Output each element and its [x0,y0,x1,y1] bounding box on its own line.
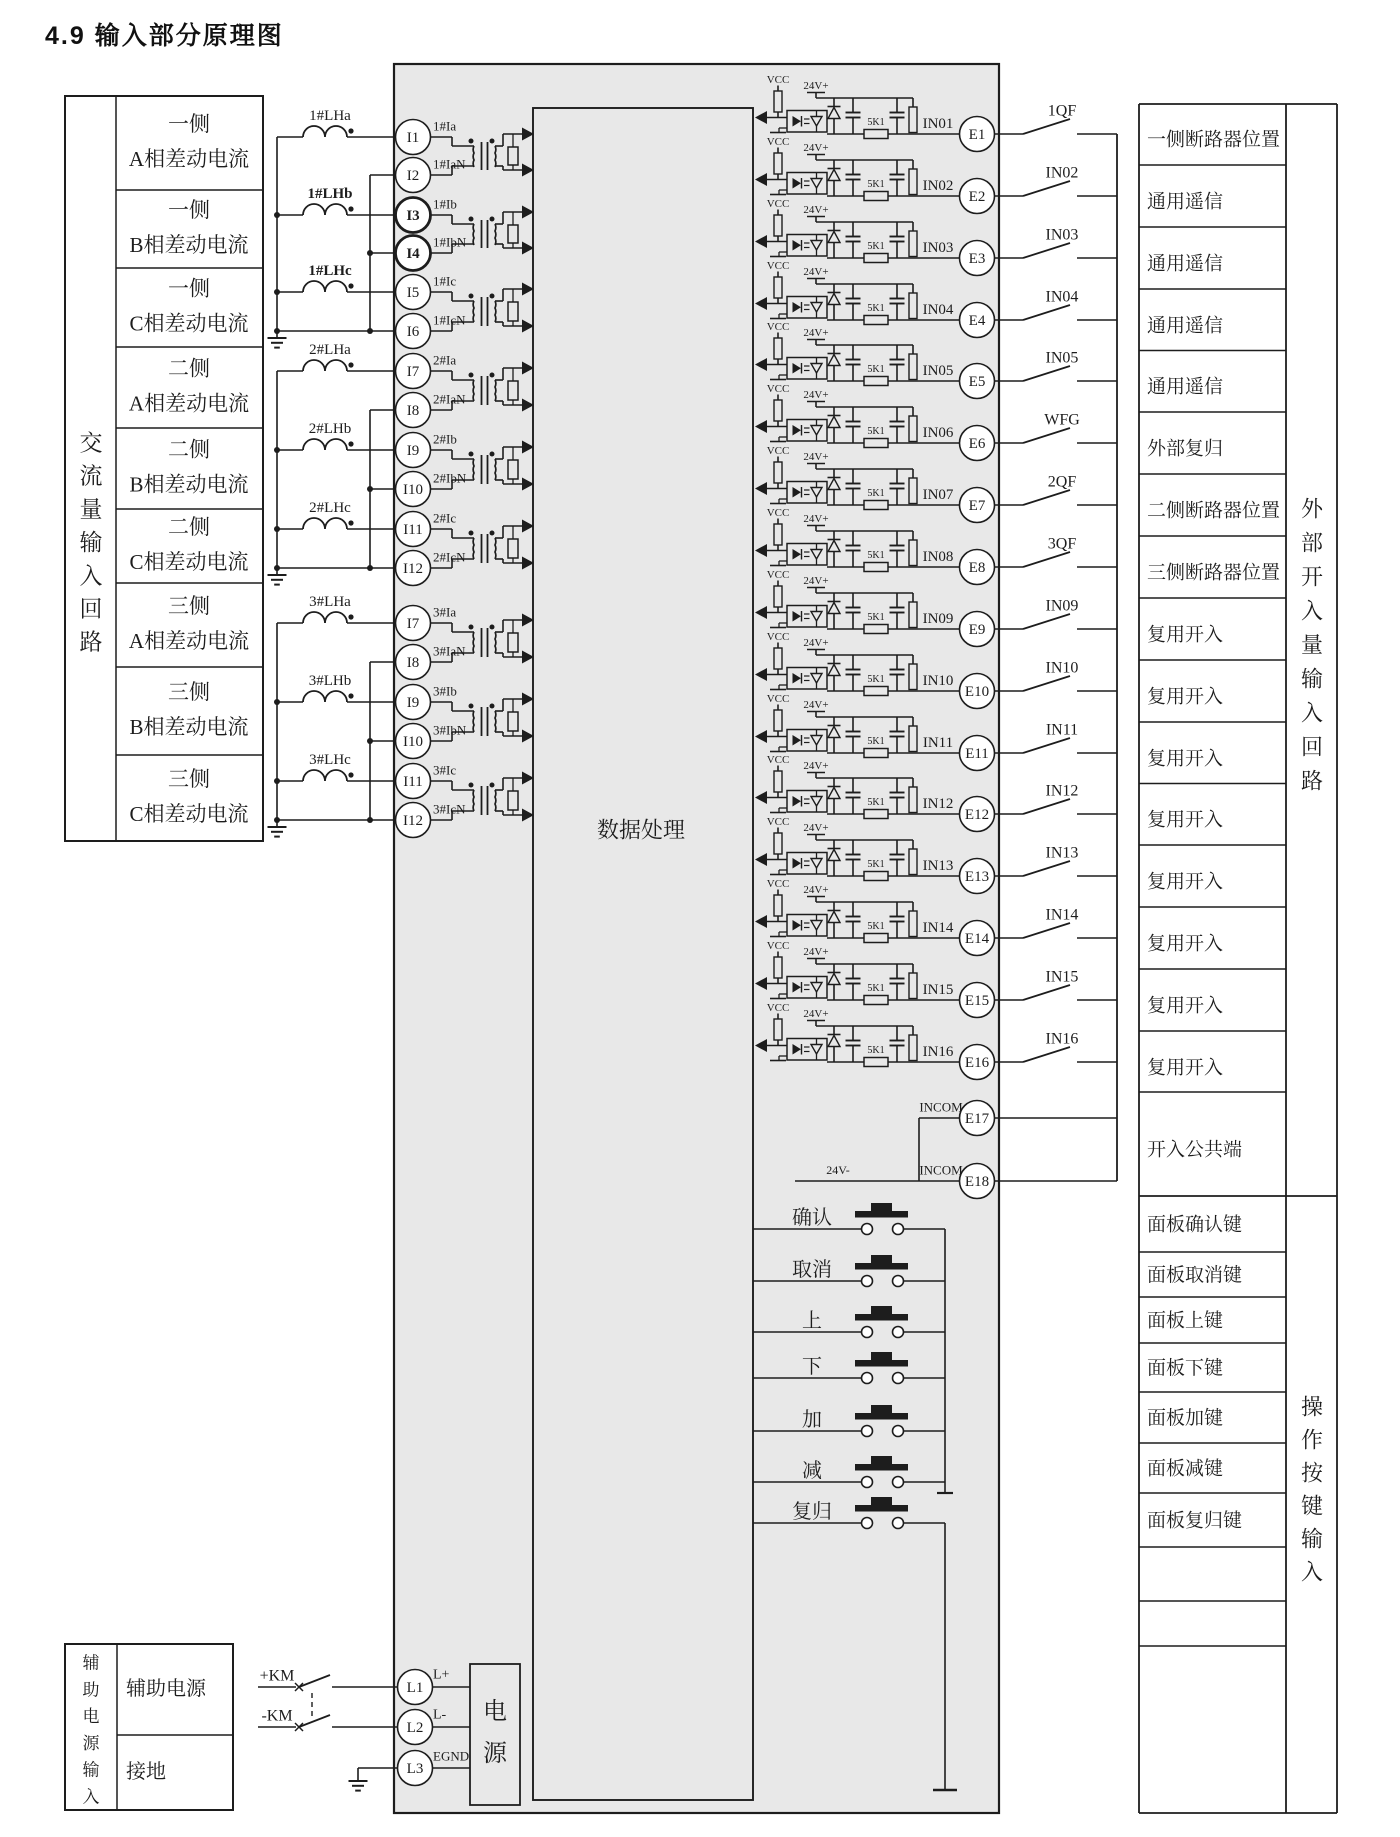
ac-row-1 [129,112,249,171]
ac-row-2 [129,198,248,257]
power-box-label: 源 [483,1741,507,1767]
aux-row-label: 接地 [126,1761,166,1783]
vcc-label: VCC [766,816,790,828]
series-resistor-label: 5K1 [867,797,885,808]
rail-label: 24V+ [803,946,829,958]
contact-label: IN04 [1045,288,1079,306]
input-desc: 复用开入 [1147,871,1224,893]
terminal-E14 [960,921,995,956]
key-desc: 面板确认键 [1147,1214,1243,1236]
contact-label: IN12 [1045,782,1079,800]
aux-table-side-label: 源 [82,1733,100,1753]
terminal-E13 [960,859,995,894]
series-resistor-label: 5K1 [867,1045,885,1056]
ac-table-side-label: 交 [79,430,103,456]
terminal-E5 [960,364,995,399]
contact-label: IN09 [1045,597,1079,615]
svg-text:I10: I10 [403,734,423,750]
input-desc: 复用开入 [1147,995,1224,1017]
svg-text:E13: E13 [964,869,990,885]
vcc-label: VCC [766,383,790,395]
input-desc: 复用开入 [1147,809,1224,831]
svg-text:I12: I12 [403,561,423,577]
terminal-I8 [396,645,431,680]
in-label: IN15 [922,982,954,998]
aux-power-table [65,1644,233,1810]
svg-text:I3: I3 [406,208,420,224]
terminal-E10 [960,674,995,709]
outer-bottom-label: 按 [1300,1460,1324,1486]
in-label: IN07 [922,487,954,503]
series-resistor-label: 5K1 [867,117,885,128]
contact-label: 1QF [1047,102,1077,120]
series-resistor-label: 5K1 [867,364,885,375]
in-label: IN13 [922,858,954,874]
in-label: IN10 [922,673,954,689]
key-desc: 面板下键 [1147,1358,1224,1379]
svg-text:E4: E4 [968,313,986,329]
input-desc: 复用开入 [1147,1057,1224,1079]
contact-label: IN10 [1045,659,1079,677]
ac-table-side-label: 输 [79,530,103,556]
outer-top-label: 回 [1300,734,1324,760]
button-label: 下 [802,1356,822,1378]
outer-top-label: 输 [1300,666,1324,692]
signal-label: 2#IbN [433,470,467,486]
ct-label: 1#LHc [308,263,352,279]
vcc-label: VCC [766,1002,790,1014]
aux-table-side-label: 辅 [82,1653,100,1673]
ac-row-7 [129,594,249,653]
terminal-E18 [960,1164,995,1199]
signal-label: 1#Ic [433,273,457,289]
data-processing-label: 数据处理 [596,817,686,843]
terminal-E2 [960,179,995,214]
in-label: IN01 [922,116,954,132]
rail-label: 24V+ [803,822,829,834]
ac-table-side-label: 量 [79,496,103,522]
ac-table-side-label: 入 [79,563,103,589]
svg-text:E16: E16 [964,1055,990,1071]
series-resistor-label: 5K1 [867,426,885,437]
input-desc: 二侧断路器位置 [1147,500,1281,522]
input-desc: 通用遥信 [1147,191,1224,213]
svg-text:E1: E1 [968,127,986,143]
button-label: 取消 [792,1259,832,1281]
vcc-label: VCC [766,136,790,148]
in-label: IN11 [922,735,954,751]
signal-label: 3#IbN [433,722,467,738]
svg-text:E11: E11 [965,746,989,762]
in-label: IN09 [922,611,954,627]
km-label: +KM [259,1667,295,1685]
vcc-label: VCC [766,445,790,457]
svg-text:E10: E10 [964,684,990,700]
input-desc: 复用开入 [1147,624,1224,646]
in-label: IN06 [922,425,954,441]
ac-row-5 [129,438,248,497]
in-label: IN04 [922,302,954,318]
signal-label: 3#Ic [433,762,457,778]
signal-label: 2#IcN [433,549,466,565]
terminal-E7 [960,488,995,523]
rail-label: 24V+ [803,451,829,463]
ac-row-phase: C相差动电流 [129,550,249,574]
outer-top-label: 部 [1300,530,1324,556]
input-desc: 一侧断路器位置 [1147,129,1281,151]
in-label: IN05 [922,363,954,379]
input-desc: 外部复归 [1147,438,1224,460]
terminal-I10 [396,724,431,759]
terminal-E9 [960,612,995,647]
ct-label: 3#LHc [309,752,351,768]
contact-label: IN05 [1045,349,1079,367]
ac-row-phase: A相差动电流 [128,147,250,171]
series-resistor-label: 5K1 [867,736,885,747]
aux-row-label: 辅助电源 [126,1678,206,1700]
button-label: 确认 [792,1207,832,1229]
svg-text:I11: I11 [403,522,423,538]
svg-text:I4: I4 [406,246,420,262]
svg-text:E3: E3 [968,251,986,267]
terminal-L2 [398,1710,433,1745]
terminal-E12 [960,797,995,832]
signal-label: 2#Ic [433,510,457,526]
vcc-label: VCC [766,631,790,643]
svg-text:E7: E7 [968,498,986,514]
button-label: 加 [802,1409,822,1431]
rail-label: 24V+ [803,637,829,649]
terminal-I12 [396,803,431,838]
svg-text:L1: L1 [406,1680,424,1696]
terminal-E1 [960,117,995,152]
series-resistor-label: 5K1 [867,921,885,932]
aux-table-side-label: 助 [82,1680,100,1700]
rail-label: 24V+ [803,204,829,216]
power-signal-label: L- [433,1707,447,1723]
ct-label: 3#LHa [309,594,351,610]
ac-row-3 [129,277,248,336]
svg-text:I1: I1 [406,130,420,146]
ct-label: 2#LHc [309,500,351,516]
input-desc: 复用开入 [1147,686,1224,708]
terminal-I5 [396,275,431,310]
button-label: 上 [802,1310,822,1332]
terminal-E11 [960,736,995,771]
key-desc: 面板复归键 [1147,1510,1243,1532]
aux-table-side-label: 入 [82,1787,100,1807]
terminal-E8 [960,550,995,585]
neg-rail-label: 24V- [826,1163,850,1177]
power-signal-label: EGND [433,1748,470,1764]
in-label: IN12 [922,796,954,812]
vcc-label: VCC [766,940,790,952]
key-desc: 面板取消键 [1147,1265,1243,1286]
schematic-root [65,64,1337,1813]
svg-text:I11: I11 [403,774,423,790]
signal-label: 2#Ib [433,431,457,447]
series-resistor-label: 5K1 [867,674,885,685]
ct-label: 2#LHb [308,421,352,437]
vcc-label: VCC [766,321,790,333]
vcc-label: VCC [766,507,790,519]
input-desc: 通用遥信 [1147,376,1224,398]
svg-text:I7: I7 [406,364,420,380]
series-resistor-label: 5K1 [867,550,885,561]
signal-label: 1#IcN [433,312,466,328]
contact-label: IN13 [1045,844,1079,862]
contact-label: IN15 [1045,968,1079,986]
vcc-label: VCC [766,260,790,272]
svg-text:E17: E17 [964,1111,990,1127]
series-resistor-label: 5K1 [867,859,885,870]
contact-label: WFG [1044,411,1080,429]
outer-bottom-label: 输 [1300,1526,1324,1552]
km-negative-switch [258,1708,398,1732]
outer-bottom-label: 键 [1300,1493,1324,1519]
outer-top-label: 路 [1300,768,1324,794]
ac-row-phase: B相差动电流 [129,715,249,739]
terminal-I2 [396,158,431,193]
input-desc: 通用遥信 [1147,315,1224,337]
button-label: 复归 [792,1501,832,1523]
contact-label: IN02 [1045,164,1079,182]
terminal-E15 [960,983,995,1018]
ac-row-phase: A相差动电流 [128,629,250,653]
vcc-label: VCC [766,198,790,210]
signal-label: 1#IbN [433,234,467,250]
km-label: -KM [261,1707,293,1725]
rail-label: 24V+ [803,327,829,339]
ac-table-side-label: 流 [79,463,103,489]
vcc-label: VCC [766,878,790,890]
ac-row-phase: B相差动电流 [129,233,249,257]
in-label: IN16 [922,1044,954,1060]
terminal-E16 [960,1045,995,1080]
svg-text:I2: I2 [406,168,420,184]
contact-label: 3QF [1047,535,1077,553]
terminal-I7 [396,606,431,641]
terminal-I8 [396,393,431,428]
signal-label: 1#IaN [433,156,466,172]
incom-label: INCOM [919,1099,963,1115]
rail-label: 24V+ [803,389,829,401]
vcc-label: VCC [766,754,790,766]
ac-table-side-label: 回 [79,596,103,622]
incom-label: INCOM [919,1162,963,1178]
aux-table-side-label: 输 [82,1760,100,1780]
svg-text:I8: I8 [406,655,420,671]
outer-bottom-label: 操 [1300,1394,1324,1420]
power-box-label: 电 [483,1699,507,1725]
in-label: IN14 [922,920,954,936]
signal-label: 3#IcN [433,801,466,817]
svg-text:I7: I7 [406,616,420,632]
rail-label: 24V+ [803,142,829,154]
signal-label: 3#IaN [433,643,466,659]
terminal-L1 [398,1670,433,1705]
contact-label: IN14 [1045,906,1079,924]
outer-top-label: 入 [1300,700,1324,726]
outer-bottom-label: 入 [1300,1559,1324,1585]
series-resistor-label: 5K1 [867,488,885,499]
input-desc: 三侧断路器位置 [1147,562,1281,584]
outer-top-label: 开 [1300,564,1324,590]
svg-text:I10: I10 [403,482,423,498]
signal-label: 1#Ia [433,118,457,134]
ac-row-side: 三侧 [168,767,210,791]
svg-text:I9: I9 [406,695,420,711]
signal-label: 3#Ib [433,683,457,699]
svg-text:I12: I12 [403,813,423,829]
page-title: 4.9 输入部分原理图 [45,22,284,50]
ac-row-8 [129,680,248,739]
svg-text:E8: E8 [968,560,986,576]
series-resistor-label: 5K1 [867,612,885,623]
contact-label: 2QF [1047,473,1077,491]
terminal-E17 [960,1101,995,1136]
terminal-I11 [396,512,431,547]
svg-text:E5: E5 [968,374,986,390]
button-label: 减 [802,1460,822,1482]
terminal-E4 [960,303,995,338]
terminal-L3 [398,1751,433,1786]
terminal-I6 [396,314,431,349]
rail-label: 24V+ [803,575,829,587]
ct-label: 1#LHa [309,108,351,124]
ct-label: 2#LHa [309,342,351,358]
ac-row-phase: C相差动电流 [129,311,249,336]
series-resistor-label: 5K1 [867,241,885,252]
ac-input-table [65,96,263,841]
ac-row-side: 一侧 [168,198,210,222]
in-label: IN08 [922,549,954,565]
terminal-I10 [396,472,431,507]
terminal-I1 [396,120,431,155]
terminal-I12 [396,551,431,586]
terminal-I9 [396,685,431,720]
svg-text:E15: E15 [964,993,990,1009]
terminal-I7 [396,354,431,389]
rail-label: 24V+ [803,884,829,896]
ct-label: 3#LHb [308,673,352,689]
series-resistor-label: 5K1 [867,179,885,190]
ac-row-9 [129,767,248,826]
rail-label: 24V+ [803,699,829,711]
svg-text:E14: E14 [964,931,990,947]
key-desc: 面板减键 [1147,1458,1224,1480]
in-label: IN03 [922,240,954,256]
ac-row-side: 二侧 [168,437,210,462]
series-resistor-label: 5K1 [867,303,885,314]
ac-row-side: 一侧 [168,112,210,136]
signal-label: 2#IaN [433,391,466,407]
ac-row-phase: C相差动电流 [129,802,249,826]
signal-label: 2#Ia [433,352,457,368]
ac-row-phase: A相差动电流 [128,391,250,416]
aux-table-side-label: 电 [82,1707,100,1727]
contact-label: IN11 [1045,721,1079,739]
vcc-label: VCC [766,693,790,705]
ac-row-4 [129,357,249,416]
ac-row-side: 三侧 [168,594,210,618]
ac-row-side: 一侧 [168,276,210,301]
terminal-I9 [396,433,431,468]
input-desc: 开入公共端 [1147,1139,1243,1161]
contact-label: IN16 [1045,1030,1079,1048]
signal-label: 1#Ib [433,196,457,212]
svg-text:I5: I5 [406,285,420,301]
input-desc: 复用开入 [1147,748,1224,770]
ac-row-6 [129,515,248,574]
ac-row-phase: B相差动电流 [129,472,249,497]
panel-keys-table [1139,1214,1324,1647]
vcc-label: VCC [766,569,790,581]
terminal-I4 [396,236,431,271]
ct-label: 1#LHb [307,186,353,202]
input-desc: 复用开入 [1147,933,1224,955]
svg-text:E6: E6 [968,436,986,452]
in-label: IN02 [922,178,954,194]
svg-text:I8: I8 [406,403,420,419]
svg-text:E12: E12 [964,807,990,823]
key-desc: 面板上键 [1147,1310,1224,1332]
outer-top-label: 量 [1300,632,1324,658]
outer-top-label: 入 [1300,598,1324,624]
svg-text:E2: E2 [968,189,986,205]
ac-row-side: 三侧 [168,680,210,704]
contact-label: IN03 [1045,226,1079,244]
terminal-I11 [396,764,431,799]
series-resistor-label: 5K1 [867,983,885,994]
svg-text:L3: L3 [406,1761,424,1777]
ac-row-side: 二侧 [168,515,210,539]
ac-row-side: 二侧 [168,356,210,381]
rail-label: 24V+ [803,760,829,772]
ac-table-side-label: 路 [79,629,103,655]
vcc-label: VCC [766,74,790,86]
km-positive-switch [258,1668,398,1692]
terminal-E3 [960,241,995,276]
terminal-I3 [396,198,431,233]
terminal-E6 [960,426,995,461]
rail-label: 24V+ [803,513,829,525]
svg-text:E18: E18 [964,1174,990,1190]
rail-label: 24V+ [803,1008,829,1020]
digital-input-table [1139,104,1337,1813]
svg-text:L2: L2 [406,1720,424,1736]
rail-label: 24V+ [803,80,829,92]
outer-top-label: 外 [1300,496,1324,522]
outer-bottom-label: 作 [1300,1427,1324,1453]
signal-label: 3#Ia [433,604,457,620]
svg-text:I6: I6 [406,324,420,340]
rail-label: 24V+ [803,266,829,278]
power-signal-label: L+ [433,1667,450,1683]
svg-text:I9: I9 [406,443,420,459]
svg-text:E9: E9 [968,622,986,638]
key-desc: 面板加键 [1147,1408,1224,1429]
input-desc: 通用遥信 [1147,253,1224,275]
